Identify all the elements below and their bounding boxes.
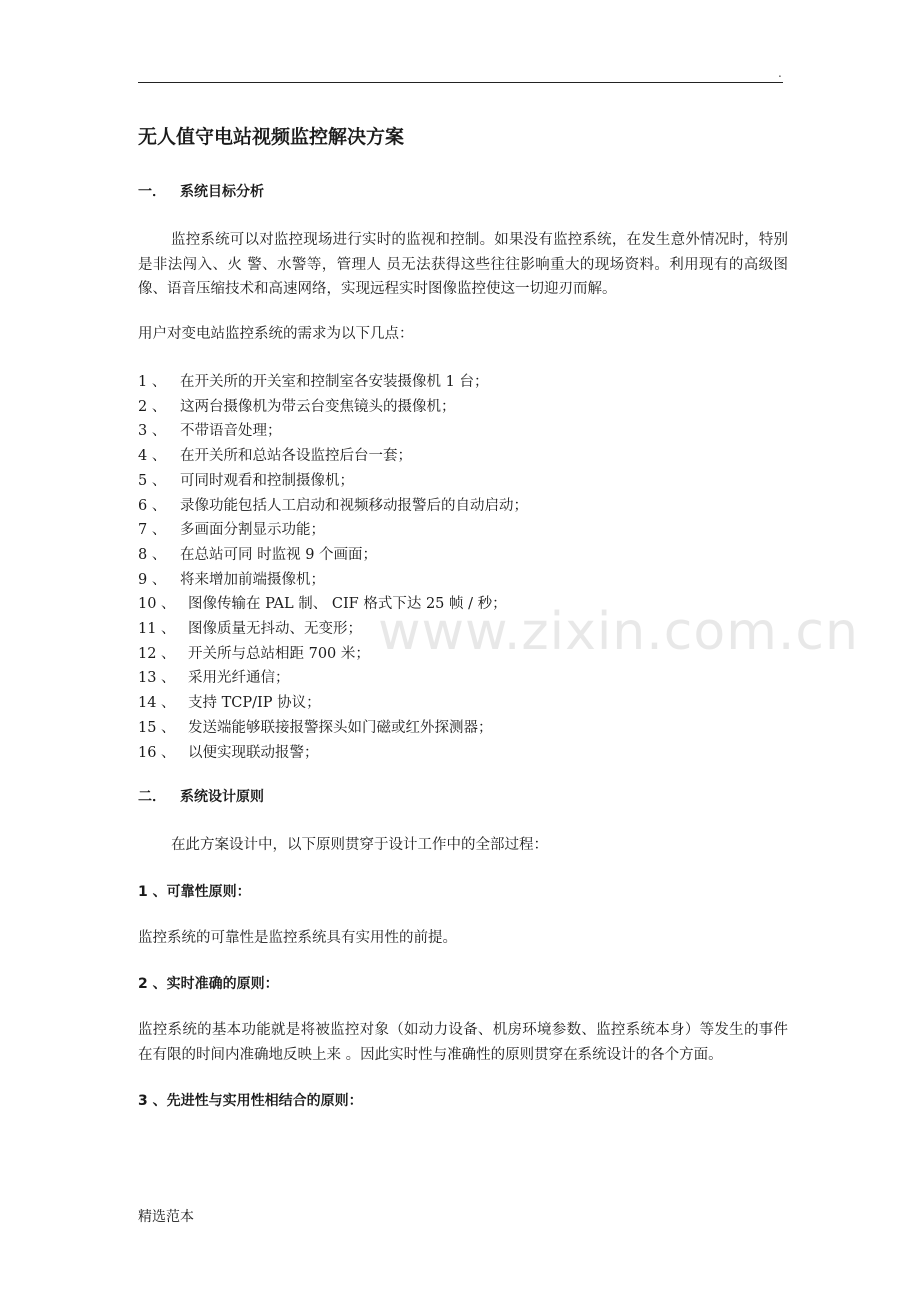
list-item-number: 3 、 <box>138 423 167 440</box>
list-item <box>138 518 788 543</box>
header-rule <box>138 82 783 83</box>
list-item-text: 图像传输在 PAL 制、 CIF 格式下达 25 帧 / 秒； <box>188 596 507 613</box>
section-2-number: 二． <box>138 789 166 806</box>
header-mark: . <box>778 66 782 80</box>
list-item-number: 1 、 <box>138 374 167 390</box>
list-item-text: 不带语音处理； <box>180 423 282 440</box>
list-item <box>138 666 788 691</box>
section-2-heading <box>138 785 788 809</box>
list-item <box>138 419 788 444</box>
list-item <box>138 691 788 716</box>
list-item-number: 13 、 <box>138 670 176 687</box>
list-item-number: 9 、 <box>138 571 167 588</box>
list-item-text: 在总站可同 时监视 9 个画面； <box>180 546 378 563</box>
list-item-text: 在开关所的开关室和控制室各安装摄像机 1 台； <box>180 374 489 390</box>
list-item-text: 图像质量无抖动、无变形； <box>188 621 362 638</box>
section-2-title: 系统设计原则 <box>180 789 264 806</box>
list-item-text: 这两台摄像机为带云台变焦镜头的摄像机； <box>180 398 456 415</box>
list-item-text: 多画面分割显示功能； <box>180 522 325 539</box>
requirements-list <box>138 370 788 765</box>
list-item-number: 8 、 <box>138 546 167 563</box>
list-item <box>138 716 788 741</box>
list-item-number: 11 、 <box>138 621 176 638</box>
footer-text: 精选范本 <box>138 1209 194 1225</box>
list-item-text: 采用光纤通信； <box>188 670 290 687</box>
list-item <box>138 568 788 593</box>
list-item-number: 15 、 <box>138 719 176 736</box>
principle-3-heading: 3 、先进性与实用性相结合的原则： <box>138 1093 363 1110</box>
list-item-number: 2 、 <box>138 398 167 415</box>
list-item-text: 录像功能包括人工启动和视频移动报警后的自动启动； <box>180 497 528 514</box>
list-item-number: 7 、 <box>138 522 167 539</box>
principle-2-text: 监控系统的基本功能就是将被监控对象（如动力设备、机房环境参数、监控系统本身）等发生的事件在有限的时间内准确地反映上来 。因此实时性与准确性的原则贯穿在系统设计的各个方面。 <box>138 1022 788 1063</box>
principle-1-heading: 1 、可靠性原则： <box>138 883 251 900</box>
section-1-intro: 监控系统可以对监控现场进行实时的监视和控制。如果没有监控系统，在发生意外情况时，特别是非法闯入、火 警、水警等，管理人 员无法获得这些往往影响重大的现场资料。利用现有的高级图像、语音压缩技术和高速网络，实现远程实时图像监控使这一切迎刃而解。 <box>138 232 788 297</box>
list-item-text: 可同时观看和控制摄像机； <box>180 472 354 489</box>
list-item <box>138 444 788 469</box>
document-title: 无人值守电站视频监控解决方案 <box>138 126 405 148</box>
list-item-number: 10 、 <box>138 596 176 613</box>
section-2-intro: 在此方案设计中，以下原则贯穿于设计工作中的全部过程： <box>171 837 548 854</box>
principle-1-text: 监控系统的可靠性是监控系统具有实用性的前提。 <box>138 929 457 946</box>
list-item <box>138 494 788 519</box>
list-item-text: 支持 TCP/IP 协议； <box>188 695 321 712</box>
section-1-heading <box>138 180 788 204</box>
list-item-number: 12 、 <box>138 645 176 662</box>
list-item-number: 4 、 <box>138 448 167 465</box>
list-item <box>138 395 788 420</box>
list-item-number: 16 、 <box>138 744 176 761</box>
list-item-text: 将来增加前端摄像机； <box>180 571 325 588</box>
watermark: www.zixin.com.cn <box>378 602 859 662</box>
list-item-number: 5 、 <box>138 472 167 489</box>
needs-intro: 用户对变电站监控系统的需求为以下几点： <box>138 325 414 342</box>
list-item <box>138 370 788 395</box>
list-item <box>138 741 788 766</box>
principle-2-heading: 2 、实时准确的原则： <box>138 976 279 993</box>
list-item-text: 开关所与总站相距 700 米； <box>188 645 370 662</box>
list-item <box>138 469 788 494</box>
list-item-number: 6 、 <box>138 497 167 514</box>
section-1-number: 一． <box>138 184 166 200</box>
list-item <box>138 543 788 568</box>
list-item-text: 在开关所和总站各设监控后台一套； <box>180 448 412 465</box>
list-item-text: 以便实现联动报警； <box>188 744 319 761</box>
list-item-number: 14 、 <box>138 695 176 712</box>
list-item-text: 发送端能够联接报警探头如门磁或红外探测器； <box>188 719 493 736</box>
section-1-title: 系统目标分析 <box>180 184 264 200</box>
